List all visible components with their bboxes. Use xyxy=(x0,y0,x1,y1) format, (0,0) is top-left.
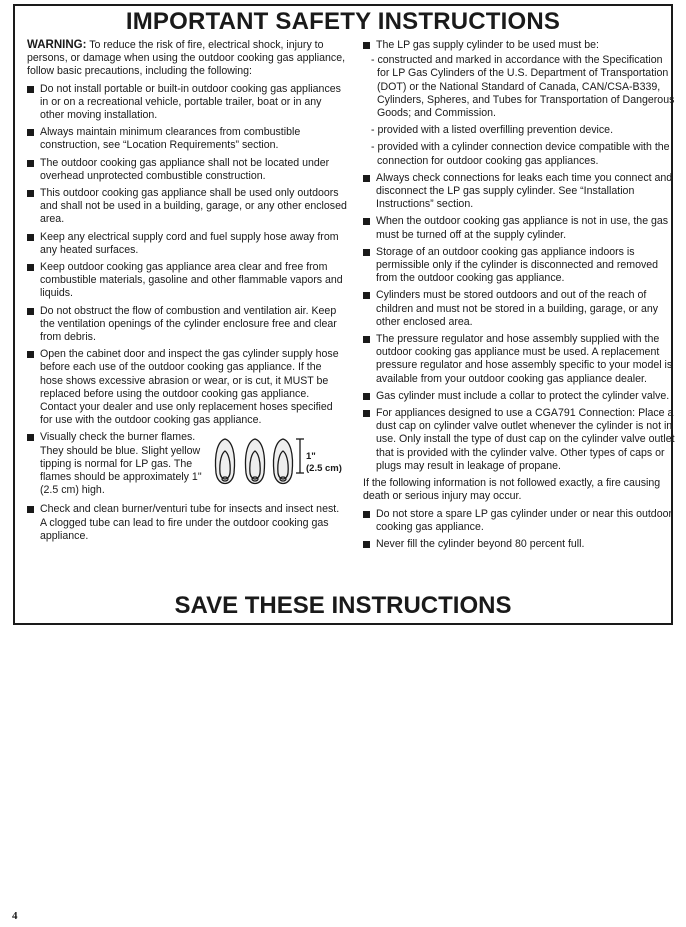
square-bullet-icon xyxy=(363,511,370,518)
right-column xyxy=(363,39,675,555)
square-bullet-icon xyxy=(363,393,370,400)
safety-instructions-box xyxy=(13,4,673,625)
left-column xyxy=(27,39,347,547)
list-item: Do not install portable or built-in outdoor cooking gas appliances in or on a recreational vehicle, portable trailer, boat or in any other moving installation. xyxy=(27,83,347,123)
cylinder-requirement: - provided with a cylinder connection device compatible with the connection for outdoor cooking gas appliances. xyxy=(371,141,670,167)
list-item: The pressure regulator and hose assembly supplied with the outdoor cooking gas appliance must be used. A replacement pressure regulator and hose assembly specific to your model is available from your outdoor cooking gas appliance dealer. xyxy=(363,333,675,386)
warning-label: WARNING: xyxy=(27,39,87,51)
list-item: The LP gas supply cylinder to be used must be: xyxy=(363,39,675,52)
right-final-list xyxy=(363,508,675,552)
square-bullet-icon xyxy=(363,42,370,49)
square-bullet-icon xyxy=(27,86,34,93)
square-bullet-icon xyxy=(27,129,34,136)
list-item: Keep any electrical supply cord and fuel supply hose away from any heated surfaces. xyxy=(27,231,347,257)
square-bullet-icon xyxy=(27,160,34,167)
list-item: Cylinders must be stored outdoors and out of the reach of children and must not be stored in a building, garage, or any other enclosed area. xyxy=(363,289,675,329)
right-list xyxy=(363,39,675,52)
list-item: For appliances designed to use a CGA791 Connection: Place a dust cap on cylinder valve outlet whenever the cylinder is not in use. Only install the type of dust cap on the cylinder valve outlet that is provided with the cylinder valve. Other types of caps or plugs may result in leakage of propane. xyxy=(363,407,675,473)
square-bullet-icon xyxy=(27,351,34,358)
list-item: Always maintain minimum clearances from combustible construction, see “Location Requirements” section. xyxy=(27,126,347,152)
list-item: Never fill the cylinder beyond 80 percent full. xyxy=(363,538,675,551)
list-item: Check and clean burner/venturi tube for insects and insect nest. A clogged tube can lead to fire under the outdoor cooking gas appliance. xyxy=(27,503,347,543)
save-instructions-title: SAVE THESE INSTRUCTIONS xyxy=(174,592,512,619)
square-bullet-icon xyxy=(27,264,34,271)
list-item: Open the cabinet door and inspect the gas cylinder supply hose before each use of the outdoor cooking gas appliance. If the hose shows excessive abrasion or wear, or is cut, it MUST be replaced before using the outdoor cooking gas appliance. Contact your dealer and use only replacement hoses specified for use with the outdoor cooking gas appliance. xyxy=(27,348,347,427)
square-bullet-icon xyxy=(27,434,34,441)
list-item: Storage of an outdoor cooking gas appliance indoors is permissible only if the cylinder is disconnected and removed from the outdoor cooking gas appliance. xyxy=(363,246,675,286)
square-bullet-icon xyxy=(27,190,34,197)
list-item: Do not store a spare LP gas cylinder under or near this outdoor cooking gas appliance. xyxy=(363,508,675,534)
list-item: This outdoor cooking gas appliance shall be used only outdoors and shall not be used in a building, garage, or any other enclosed area. xyxy=(27,187,347,227)
list-item: The outdoor cooking gas appliance shall not be located under overhead unprotected combustible construction. xyxy=(27,157,347,183)
square-bullet-icon xyxy=(363,218,370,225)
burner-flames-illustration-icon xyxy=(212,433,308,489)
warning-paragraph xyxy=(27,39,347,79)
square-bullet-icon xyxy=(363,175,370,182)
flame-height-label: 1" (2.5 cm) xyxy=(306,451,342,475)
square-bullet-icon xyxy=(363,249,370,256)
list-item: Keep outdoor cooking gas appliance area clear and free from combustible materials, gasoline and other flammable vapors and liquids. xyxy=(27,261,347,301)
list-item: Do not obstruct the flow of combustion and ventilation air. Keep the ventilation openings of the cylinder enclosure free and clear from debris. xyxy=(27,305,347,345)
page-title: IMPORTANT SAFETY INSTRUCTIONS xyxy=(125,8,561,35)
list-item: When the outdoor cooking gas appliance is not in use, the gas must be turned off at the supply cylinder. xyxy=(363,215,675,241)
square-bullet-icon xyxy=(363,541,370,548)
square-bullet-icon xyxy=(363,410,370,417)
square-bullet-icon xyxy=(363,336,370,343)
left-list xyxy=(27,83,347,543)
cylinder-requirement: - provided with a listed overfilling prevention device. xyxy=(371,124,614,137)
page-number: 4 xyxy=(12,910,18,922)
flame-check-item xyxy=(27,431,347,499)
square-bullet-icon xyxy=(363,292,370,299)
right-list-continued xyxy=(363,172,675,473)
fire-risk-note: If the following information is not followed exactly, a fire causing death or serious injury may occur. xyxy=(363,477,661,503)
square-bullet-icon xyxy=(27,308,34,315)
square-bullet-icon xyxy=(27,234,34,241)
warning-text: To reduce the risk of fire, electrical shock, injury to persons, or damage when using the outdoor cooking gas appliance, follow basic precautions, including the following: xyxy=(27,39,346,78)
flame-check-text: Visually check the burner flames. They should be blue. Slight yellow tipping is normal for LP gas. The flames should be approximately 1" (2.5 cm) high. xyxy=(40,431,202,497)
list-item: Gas cylinder must include a collar to protect the cylinder valve. xyxy=(363,390,675,403)
list-item: Always check connections for leaks each time you connect and disconnect the LP gas supply cylinder. See “Installation Instructions” section. xyxy=(363,172,675,212)
square-bullet-icon xyxy=(27,506,34,513)
cylinder-requirement: - constructed and marked in accordance with the Specification for LP Gas Cylinders of the U.S. Department of Transportation (DOT) or the National Standard of Canada, CAN/CSA-B339, Cylinders, Spheres, and Tubes for Transportation of Dangerous Goods; and Commission. xyxy=(371,54,675,120)
